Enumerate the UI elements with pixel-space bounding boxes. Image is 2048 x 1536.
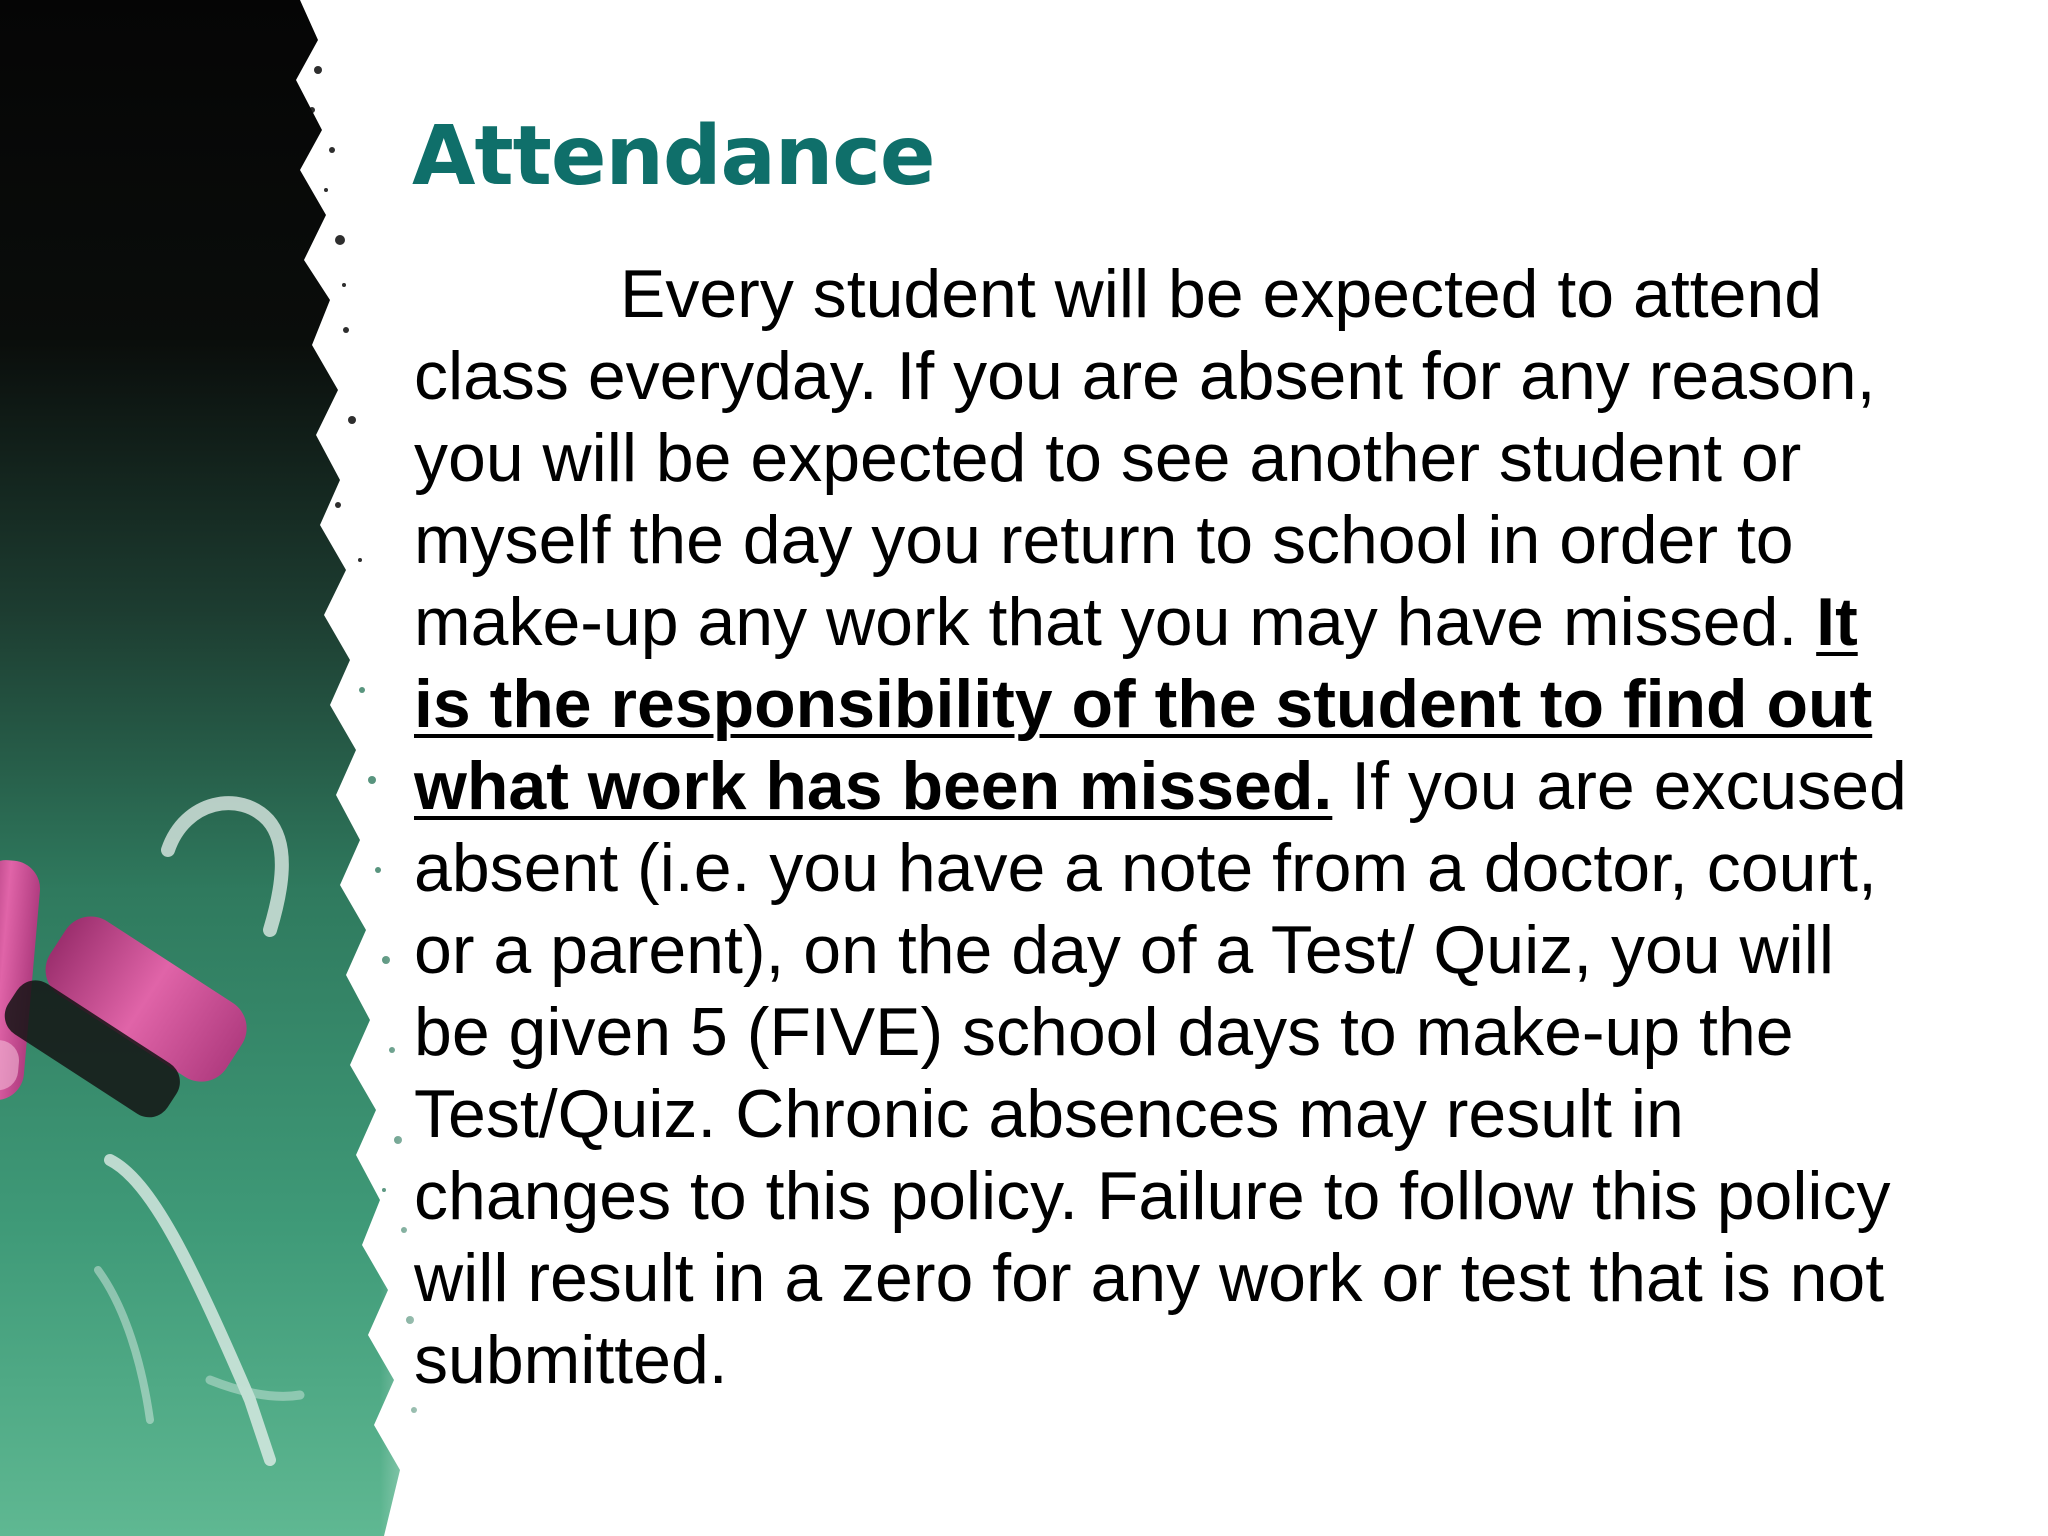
- responsibility-statement: It is the responsibility of the student to find out what work has been missed.: [414, 584, 1873, 824]
- chalkboard-illustration: [0, 0, 460, 1536]
- policy-intro: Every student will be expected to attend class everyday. If you are absent for any reason, you will be expected to see another student or myself the day you return to school in order to make-up any work that you may have missed.: [414, 256, 1876, 660]
- attendance-policy-text: [414, 253, 1914, 1401]
- policy-details: If you are excused absent (i.e. you have a note from a doctor, court, or a parent), on the day of a Test/ Quiz, you will be given 5 (FIVE) school days to make-up the Test/Quiz. Chronic absences may result in changes to this policy. Failure to follow this policy will result in a zero for any work or test that is not submitted.: [414, 748, 1907, 1398]
- slide-title: Attendance: [412, 109, 935, 204]
